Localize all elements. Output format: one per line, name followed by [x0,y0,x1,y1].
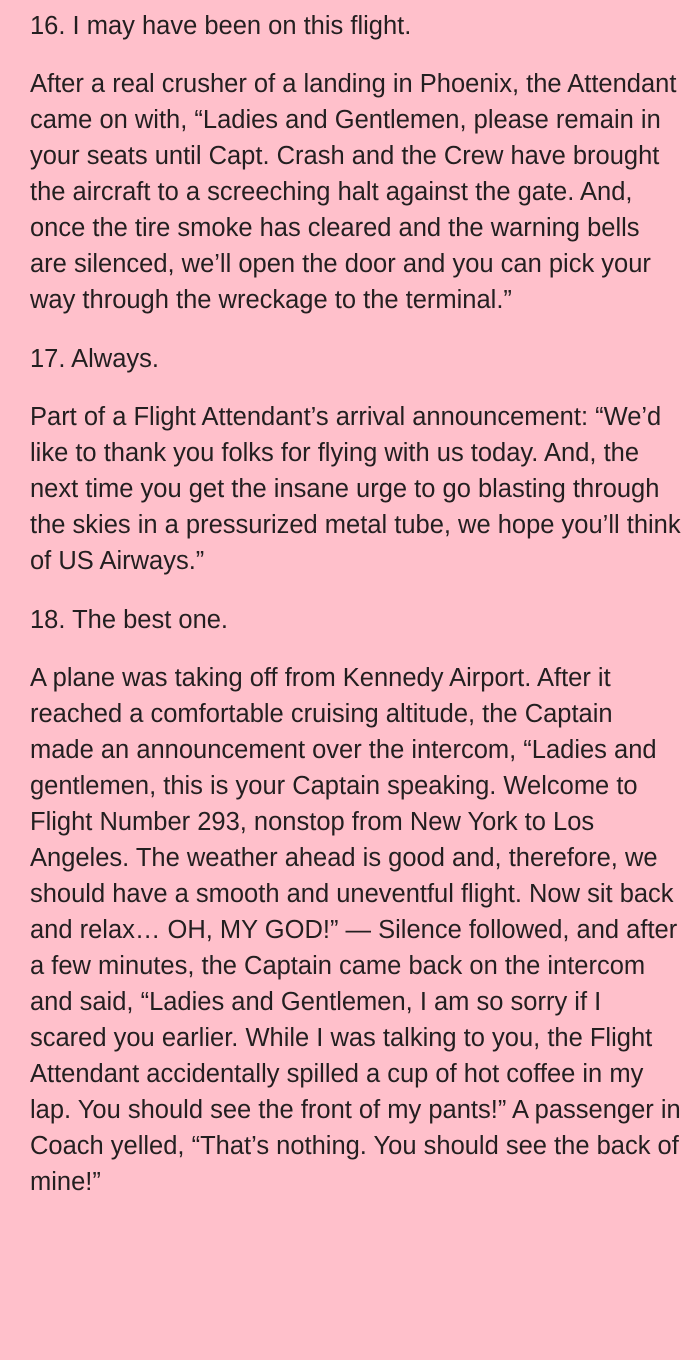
spacer [30,638,682,660]
joke-heading-16: 16. I may have been on this flight. [30,12,412,40]
spacer [30,44,682,66]
joke-paragraph-18: A plane was taking off from Kennedy Airport. After it reached a comfortable cruising altitude, the Captain made an announcement over the intercom, “Ladies and gentlemen, this is your Captain speaking. Welcome to Flight Number 293, nonstop from New York to Los Angeles. The weather ahead is good and, therefore, we should have a smooth and uneventful flight. Now sit back and relax… OH, MY GOD!” — Silence followed, and after a few minutes, the Captain came back on the intercom and said, “Ladies and Gentlemen, I am so sorry if I scared you earlier. While I was talking to you, the Flight Attendant accidentally spilled a cup of hot coffee in my lap. You should see the front of my pants!” A passenger in Coach yelled, “That’s nothing. You should see the back of mine!” [30,664,681,1196]
joke-heading-18: 18. The best one. [30,606,229,634]
joke-heading-17: 17. Always. [30,345,159,373]
joke-section-16 [30,8,682,318]
joke-section-18 [30,602,682,1200]
section-spacer [30,318,682,341]
joke-paragraph-16: After a real crusher of a landing in Phoenix, the Attendant came on with, “Ladies and Gentlemen, please remain in your seats until Capt. Crash and the Crew have brought the aircraft to a screeching halt against the gate. And, once the tire smoke has cleared and the warning bells are silenced, we’ll open the door and you can pick your way through the wreckage to the terminal.” [30,70,677,314]
spacer [30,377,682,399]
section-spacer [30,579,682,602]
joke-paragraph-17: Part of a Flight Attendant’s arrival announcement: “We’d like to thank you folks for flying with us today. And, the next time you get the insane urge to go blasting through the skies in a pressurized metal tube, we hope you’ll think of US Airways.” [30,403,681,575]
joke-section-17 [30,341,682,579]
